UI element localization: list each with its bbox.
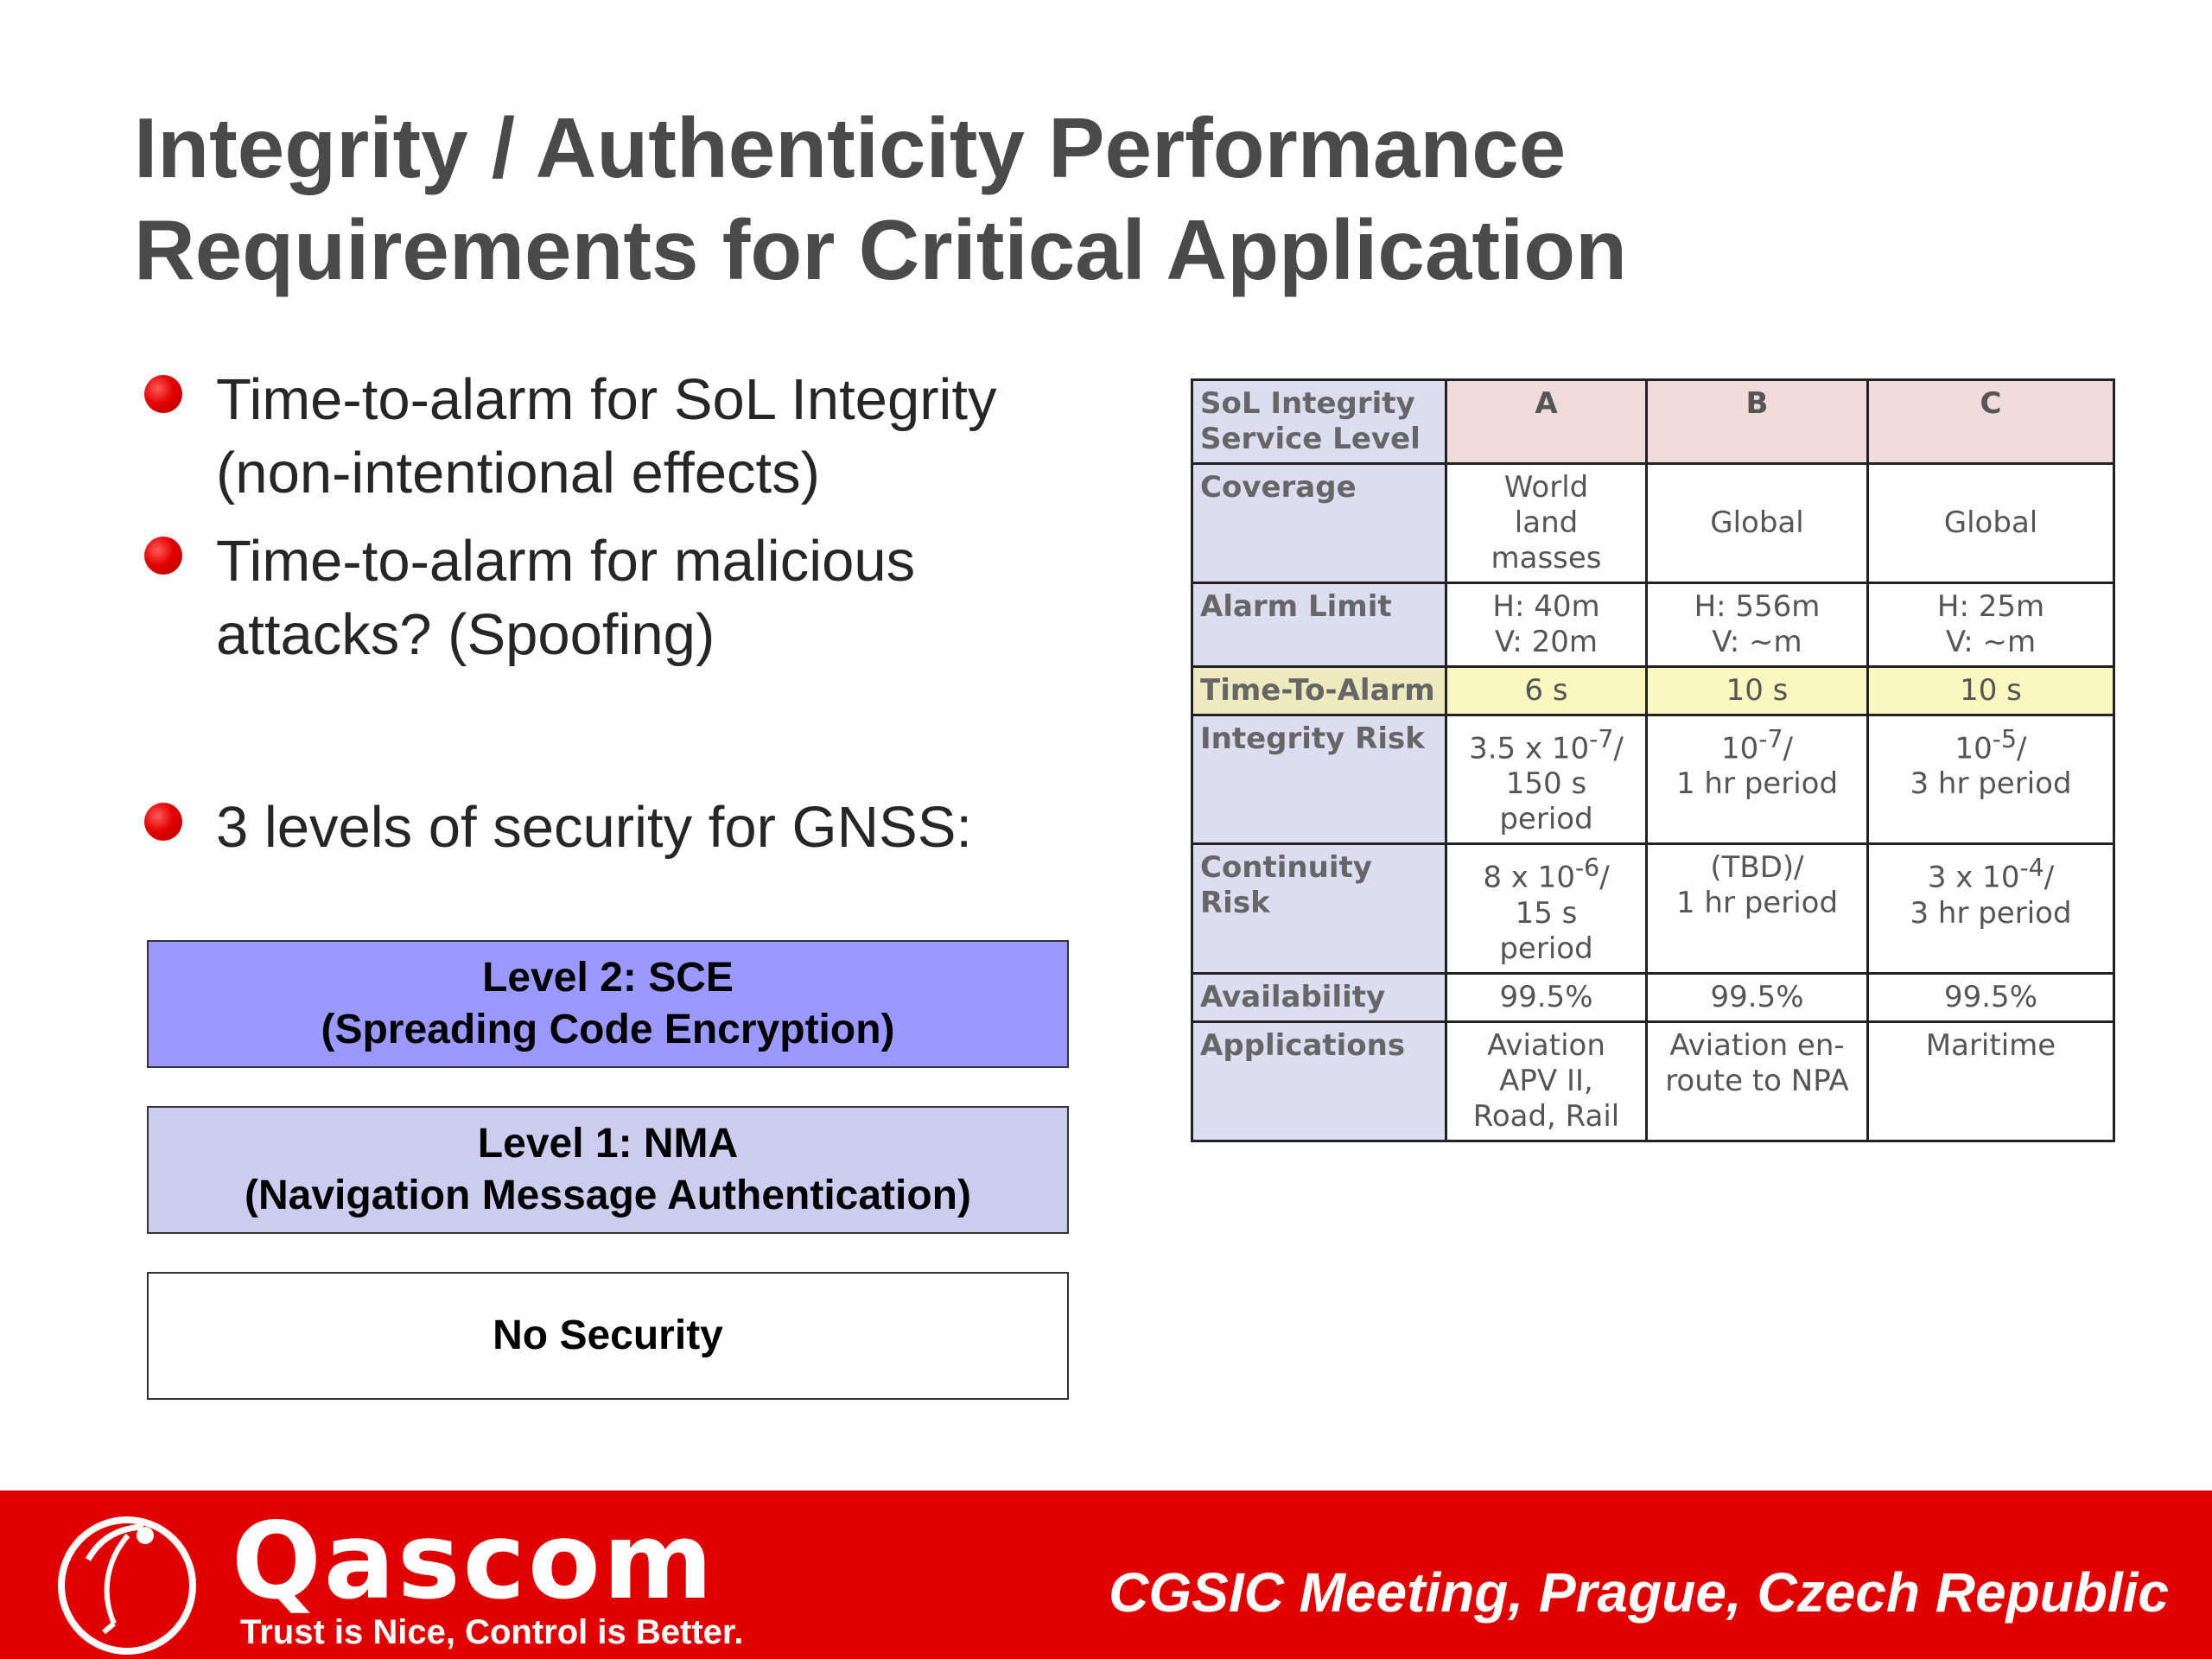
table-cell: Aviation en- route to NPA (1647, 1021, 1868, 1141)
bullet-dot-icon (144, 375, 182, 413)
table-cell: 10 s (1868, 667, 2114, 715)
qascom-slogan: Trust is Nice, Control is Better. (240, 1613, 744, 1651)
table-cell: 6 s (1446, 667, 1647, 715)
security-level-2-box (147, 940, 1069, 1068)
bullet-dot-icon (144, 803, 182, 841)
table-cell: 3.5 x $10^{-7}/$ 150 s period (1446, 715, 1647, 844)
bullet-item: Time-to-alarm for SoL Integrity (non-intentional effects) (143, 363, 1136, 510)
table-row-integrity-risk (1192, 715, 2114, 844)
table-cell: $10^{-7}/$ 1 hr period (1647, 715, 1868, 844)
bullet-item: 3 levels of security for GNSS: (143, 791, 1136, 864)
qascom-logo-icon (54, 1510, 200, 1656)
table-cell: 8 x $10^{-6}/$ 15 s period (1446, 844, 1647, 973)
table-row-time-to-alarm (1192, 667, 2114, 715)
sol-integrity-table (1191, 378, 2115, 1142)
table-cell: H: 40m V: 20m (1446, 583, 1647, 667)
table-row-continuity-risk (1192, 844, 2114, 973)
table-header-cell: B (1647, 380, 1868, 464)
table-cell: H: 25m V: ~m (1868, 583, 2114, 667)
qascom-logo-text: Qascom (232, 1500, 715, 1623)
level-subtitle: (Navigation Message Authentication) (245, 1173, 971, 1218)
row-label: Continuity Risk (1192, 844, 1446, 973)
table-header-cell: C (1868, 380, 2114, 464)
table-cell: H: 556m V: ~m (1647, 583, 1868, 667)
level-subtitle: (Spreading Code Encryption) (321, 1007, 895, 1052)
security-level-1-box (147, 1106, 1069, 1234)
row-label: Time-To-Alarm (1192, 667, 1446, 715)
footer-bar (0, 1491, 2212, 1659)
level-title: Level 2: SCE (482, 955, 734, 1001)
table-cell: Global (1647, 464, 1868, 583)
table-header-cell: A (1446, 380, 1647, 464)
table-cell: (TBD)/ 1 hr period (1647, 844, 1868, 973)
row-label: Availability (1192, 973, 1446, 1021)
bullet-item: Time-to-alarm for malicious attacks? (Spoofing) (143, 524, 1136, 671)
table-cell: 99.5% (1446, 973, 1647, 1021)
table-cell: Aviation APV II, Road, Rail (1446, 1021, 1647, 1141)
row-label: Integrity Risk (1192, 715, 1446, 844)
bullet-list (143, 363, 1136, 864)
table-row-applications (1192, 1021, 2114, 1141)
title-line-2: Requirements for Critical Application (134, 202, 1627, 297)
table-header-label: SoL Integrity Service Level (1192, 380, 1446, 464)
table-cell: $10^{-5}/$ 3 hr period (1868, 715, 2114, 844)
table-cell: World land masses (1446, 464, 1647, 583)
no-security-box (147, 1272, 1069, 1400)
row-label: Applications (1192, 1021, 1446, 1141)
title-line-1: Integrity / Authenticity Performance (134, 100, 1567, 195)
bullet-dot-icon (144, 537, 182, 575)
table-cell: 10 s (1647, 667, 1868, 715)
table-cell: Global (1868, 464, 2114, 583)
table-row-alarm-limit (1192, 583, 2114, 667)
table-header-row (1192, 380, 2114, 464)
table-cell: 99.5% (1868, 973, 2114, 1021)
table-cell: 99.5% (1647, 973, 1868, 1021)
meeting-caption: CGSIC Meeting, Prague, Czech Republic (1109, 1561, 2169, 1624)
row-label: Alarm Limit (1192, 583, 1446, 667)
slide-title (134, 97, 2035, 301)
row-label: Coverage (1192, 464, 1446, 583)
level-title: No Security (493, 1313, 723, 1358)
table-row-coverage (1192, 464, 2114, 583)
table-cell: Maritime (1868, 1021, 2114, 1141)
table-row-availability (1192, 973, 2114, 1021)
table-cell: 3 x $10^{-4}/$ 3 hr period (1868, 844, 2114, 973)
level-title: Level 1: NMA (477, 1121, 739, 1166)
